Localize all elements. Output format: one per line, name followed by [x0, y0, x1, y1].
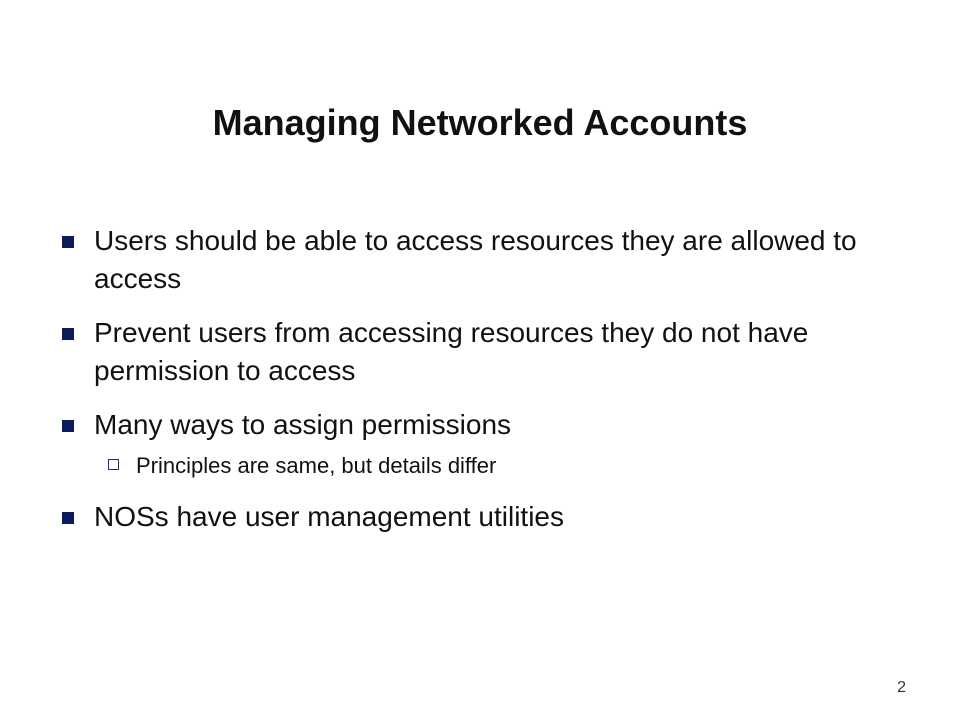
bullet-text: Many ways to assign permissions	[94, 409, 512, 440]
square-bullet-icon	[62, 420, 74, 432]
bullet-item-3	[62, 406, 912, 444]
slide-title: Managing Networked Accounts	[212, 102, 748, 143]
bullet-list	[62, 222, 912, 552]
sub-bullet-group	[62, 450, 912, 482]
bullet-item-2	[62, 314, 912, 390]
page-number: 2	[897, 679, 906, 696]
bullet-item-4	[62, 498, 912, 536]
bullet-item-1	[62, 222, 912, 298]
square-bullet-icon	[62, 512, 74, 524]
sub-bullet-item-1	[62, 450, 912, 482]
bullet-text: Users should be able to access resources they are allowed to access	[94, 225, 857, 294]
square-bullet-icon	[62, 328, 74, 340]
sub-bullet-text: Principles are same, but details differ	[136, 453, 497, 478]
bullet-text: NOSs have user management utilities	[94, 501, 564, 532]
sub-bullet-list	[62, 450, 912, 482]
square-bullet-icon	[62, 236, 74, 248]
bullet-text: Prevent users from accessing resources they do not have permission to access	[94, 317, 809, 386]
hollow-square-bullet-icon	[108, 459, 119, 470]
